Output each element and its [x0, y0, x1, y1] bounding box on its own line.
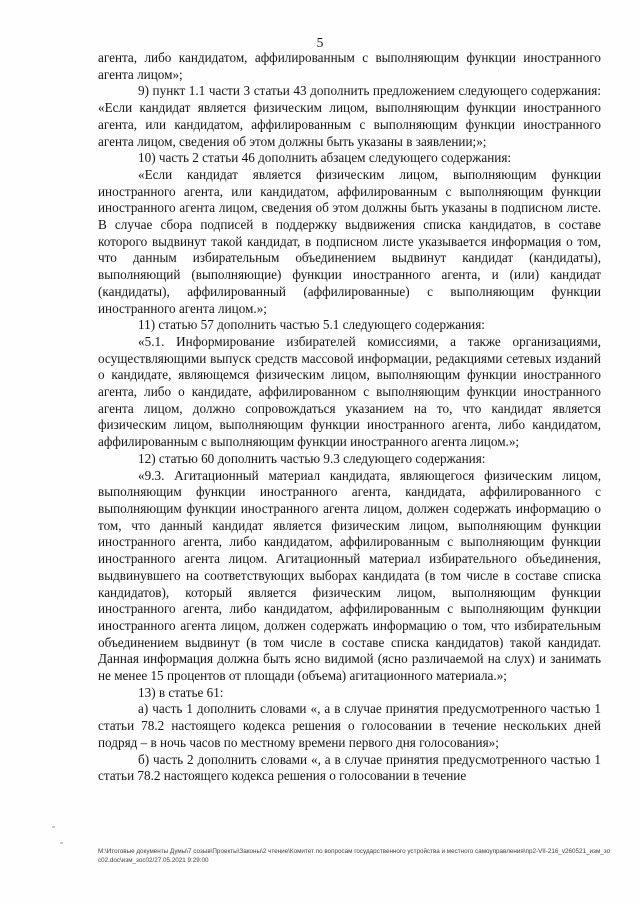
paragraph-continuation: агента, либо кандидатом, аффилированным с выполняющим функции иностранного агента лицом»; [98, 50, 601, 82]
paragraph-item-12: 12) статью 60 дополнить частью 9.3 следующего содержания: [138, 450, 486, 466]
paragraph-quote-5-1: «5.1. Информирование избирателей комиссиями, а также организациями, осуществляющими выпуск средств массовой информации, редакциями сетевых изданий о кандидате, являющемся физическим лицом, выполняющим функции иностранного агента, либо о кандидате, аффилированном с выполняющим функции иностранного агента лицом, должно сопровождаться указанием на то, что кандидат является физическим лицом, выполняющим функции иностранного агента, либо кандидатом, аффилированным с выполняющим функции иностранного агента лицом.»; [98, 333, 601, 450]
paragraph-item-13b: б) часть 2 дополнить словами «, а в случае принятия предусмотренного частью 1 статьи 78.2 настоящего кодекса решения о голосовании в течение [98, 751, 601, 784]
scan-speck [60, 842, 63, 844]
scan-speck [52, 826, 55, 828]
paragraph-item-13a: а) часть 1 дополнить словами «, а в случае принятия предусмотренного частью 1 статьи 78.2 настоящего кодекса решения о голосовании в течение нескольких дней подряд – в ночь часов по местному времени первого дня голосования»; [98, 701, 601, 750]
paragraph-item-13: 13) в статье 61: [138, 684, 224, 700]
paragraph-item-11: 11) статью 57 дополнить частью 5.1 следующего содержания: [138, 317, 485, 333]
paragraph-item-10: 10) часть 2 статьи 46 дополнить абзацем следующего содержания: [138, 150, 512, 166]
paragraph-quote-9-3: «9.3. Агитационный материал кандидата, являющегося физическим лицом, выполняющим функции иностранного агента, кандидата, аффилированного с выполняющим функции иностранного агента лицом, должен содержать информацию о том, что данный кандидат является физическим лицом, выполняющим функции иностранного агента, либо кандидатом, аффилированным с выполняющим функции иностранного агента лицом. Агитационный материал избирательного объединения, выдвинувшего на соответствующих выборах кандидата (в том числе в составе списка кандидатов), который является физическим лицом, выполняющим функции иностранного агента, либо кандидатом, аффилированным с выполняющим функции иностранного агента лицом, должен содержать информацию о том, что избирательным объединением выдвинут (в том числе в составе списка кандидатов) такой кандидат. Данная информация должна быть ясно видимой (ясно различаемой на слух) и занимать не менее 15 процентов от площади (объема) агитационного материала.»; [98, 467, 601, 684]
footer-file-path: M:\Итоговые документы Думы\7 созыв\Проекты\Законы\2 чтение\Комитет по вопросам государственного устройства и местного самоуправления\пр2-VII-216_v260521_изм_зос02.doc\изм_зос02/27.05.2021 9:29:00 [98, 848, 611, 864]
paragraph-item-9: 9) пункт 1.1 части 3 статьи 43 дополнить предложением следующего содержания: «Если кандидат является физическим лицом, выполняющим функции иностранного агента, или кандидатом, аффилированным с выполняющим функции иностранного агента лицом, сведения об этом должны быть указаны в заявлении;»; [98, 83, 601, 149]
page-number: 5 [316, 35, 324, 50]
document-body [98, 50, 601, 785]
paragraph-quote-46: «Если кандидат является физическим лицом, выполняющим функции иностранного агента, или кандидатом, аффилированным с выполняющим функции иностранного агента лицом, сведения об этом должны быть указаны в подписном листе. В случае сбора подписей в поддержку выдвижения списка кандидатов, в составе которого выдвинут такой кандидат, в подписном листе указывается информация о том, что данным избирательным объединением выдвинут кандидат (кандидаты), выполняющий (выполняющие) функции иностранного агента, и (или) кандидат (кандидаты), аффилированный (аффилированные) с выполняющим функции иностранного агента лицом.»; [98, 166, 601, 316]
